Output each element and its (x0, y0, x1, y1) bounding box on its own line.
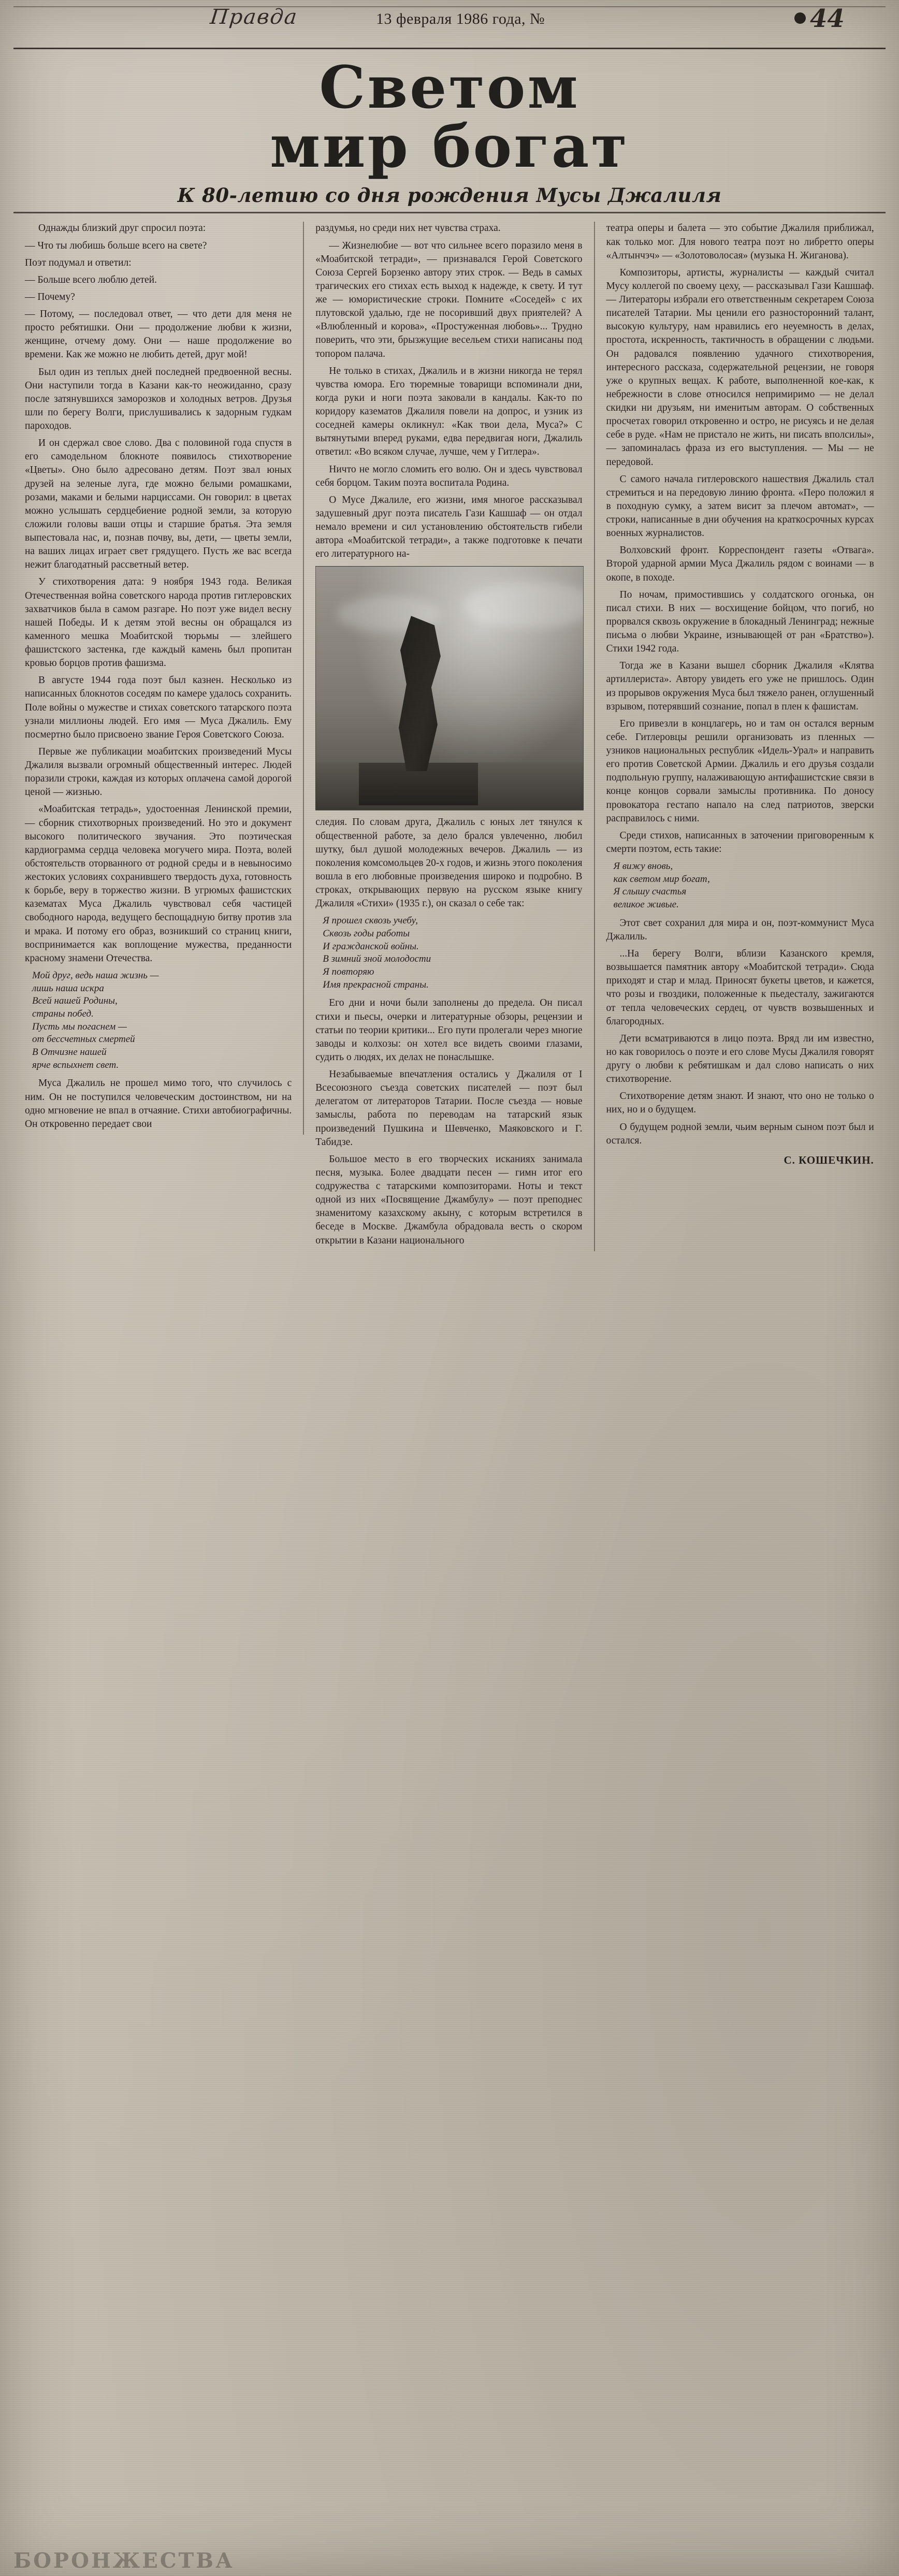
paragraph: раздумья, но среди них нет чувства страха. (315, 223, 501, 234)
verse-line: Я вижу вновь, (613, 861, 673, 872)
paragraph: И он сдержал свое слово. Два с половиной года спустя в его самодельном блокноте появилось стихотворение «Цветы». Оно было адресовано детям. Поэт звал юных друзей на зеленые луга, где можно белыми ромашками, розами, маками и белыми нарциссами. Он говорил: в цветах можно услышать сердцебиение родной земли, за которую сложили головы ваши отцы и старшие братья. Эта земля выпестовала нас, и, познав почву, вы, дети, — цветы земли, на ваших лицах играет свет грядущего. Пусть же вас всегда нежит благодатный рассветный ветер. (25, 438, 292, 571)
masthead-top-rule (13, 6, 886, 7)
article-column-2 (304, 222, 594, 1251)
issue-dot-icon (794, 12, 806, 24)
paragraph: «Моабитская тетрадь», удостоенная Ленинской премии, — сборник стихотворных произведений. Но это и документ высокого политического звучания. Это поэтическая кардиограмма сердца человека могучего мира. Поэта, волей обстоятельств оторванного от родной среды и в невыносимо жестоких условиях сохранившего твердость духа, готовность к борьбе, веру в торжество жизни. В угрюмых фашистских казематах Муса Джалиль чувствовал себя частицей свободного народа, ведущего беспощадную битву против зла и мрака. И потому его образ, возникший со страниц книги, воспринимается как воплощение мужества, преданности красному знамени Отечества. (25, 804, 292, 964)
paragraph: Однажды близкий друг спросил поэта: (38, 223, 206, 234)
verse-line: Я прошел сквозь учебу, (323, 915, 418, 927)
page-title (13, 54, 886, 181)
verse-line: лишь наша искра (32, 982, 104, 994)
paragraph: Первые же публикации моабитских произведений Мусы Джалиля вызвали огромный общественный интерес. Людей поразили строки, каждая из которых оплачена самой дорогой ценой — жизнью. (25, 746, 292, 798)
verse-line: Пусть мы погаснем — (32, 1021, 127, 1032)
paragraph: — Что ты любишь больше всего на свете? (25, 240, 207, 251)
paragraph: Его дни и ночи были заполнены до предела. Он писал стихи и пьесы, очерки и литературные обзоры, рецензии и статьи по теории критики... Его пути пролегали через многие заводы и колхозы: он хотел все видеть своими глазами, судить о людях, их делах не понаслышке. (315, 997, 583, 1063)
paragraph: — Потому, — последовал ответ, — что дети для меня не просто ребятишки. Они — продолжение любви к жизни, женщине, отчему дому. Они — наше продолжение во времени. Как же можно не любить детей, друг мой! (25, 309, 292, 360)
paragraph: следия. По словам друга, Джалиль с юных лет тянулся к общественной работе, за дело брался увлеченно, любил шутку, был душой молодежных вечеров. Джалиль — из поколения комсомольцев 20-х годов, и жизнь этого поколения вошла в его любовные произведения широко и подробно. В строках, открывающих первую на русском языке книгу Джалиля «Стихи» (1935 г.), он сказал о себе так: (315, 817, 583, 909)
verse-line: Имя прекрасной страны. (323, 979, 429, 990)
headline-line-2: мир богат (270, 113, 629, 181)
headline-line-1: Светом (319, 54, 580, 122)
headline-divider (13, 212, 886, 213)
issue-date-line: 13 февраля 1986 года, № (376, 10, 545, 27)
paragraph: Тогда же в Казани вышел сборник Джалиля «Клятва артиллериста». Автору увидеть его уже не пришлось. Один из прорывов окружения Муса был тяжело ранен, оглушенный взрывом, потерявший сознание, попал в плен к фашистам. (606, 660, 874, 712)
footer-partial-text: БОРОНЖЕСТВА (13, 2549, 235, 2573)
verse-block (614, 860, 874, 911)
verse-block (32, 969, 292, 1072)
article-columns (13, 222, 886, 1251)
paper-name: Правда (209, 5, 299, 29)
verse-line: Я повторяю (323, 966, 374, 978)
paragraph: Стихотворение детям знают. И знают, что оно не только о них, но и о будущем. (606, 1091, 874, 1116)
paragraph: По ночам, примостившись у солдатского огонька, он писал стихи. В них — восхищение бойцом, что погиб, но прорвался сквозь окружение в блокадный Ленинград; нежные письма о любви Украине, изнывающей от ран «Братство»). Стихи 1942 года. (606, 589, 874, 655)
paragraph: У стихотворения дата: 9 ноября 1943 года. Великая Отечественная война советского народа против гитлеровских захватчиков была в самом разгаре. Но поэт уже видел весну нашей Победы. И к детям этой весны он обращался из каменного мешка Моабитской тюрьмы — злейшего фашистского застенка, где каждый камень был пропитан кровью борцов против фашизма. (25, 576, 292, 669)
paragraph: ...На берегу Волги, вблизи Казанского кремля, возвышается памятник автору «Моабитской тетради». Сюда приходят и стар и млад. Приносят букеты цветов, и кажется, что розы и гвоздики, положенные к пьедесталу, зажигаются от тепла человеческих сердец, от чувств возвышенных и благородных. (606, 948, 874, 1027)
paragraph: Муса Джалиль не прошел мимо того, что случилось с ним. Он не поступился человеческим достоинством, ни на одно мгновение не впал в отчаяние. Стихи автобиографичны. Он откровенно передает свои (25, 1078, 292, 1130)
verse-line: Сквозь годы работы (323, 928, 410, 939)
paragraph: О Мусе Джалиле, его жизни, имя многое рассказывал задушевный друг поэта писатель Гази Кашшаф — он отдал немало времени и сил установлению обстоятельств гибели автора «Моабитской тетради», а также подготовке к печати его литературного на- (315, 494, 583, 560)
paragraph: — Больше всего люблю детей. (25, 274, 157, 285)
paragraph: Ничто не могло сломить его волю. Он и здесь чувствовал себя борцом. Таким поэта воспитала Родина. (315, 464, 583, 488)
paragraph: Большое место в его творческих исканиях занимала песня, музыка. Более двадцати песен — гимн итог его содружества с татарскими композиторами. Ноты и текст одной из них «Посвящение Джамбулу» — поэт преподнес знаменитому казахскому акыну, с которым встретился в беседе в Москве. Джамбула обрадовала весть о скором открытии в Казани национального (315, 1153, 583, 1246)
verse-line: от бессчетных смертей (32, 1034, 135, 1045)
paragraph: Композиторы, артисты, журналисты — каждый считал Мусу коллегой по своему цеху, — рассказывал Гази Кашшаф. — Литераторы избрали его ответственным секретарем Союза писателей Татарии. Мы ценили его разносторонний талант, высокую культуру, нам нравились его неуемность в делах, простота, искренность, тактичность в обращении с людьми. Он радовался появлению удачного стихотворения, интересного рассказа, содержательной рецензии, не говоря уже о крупных вещах. К работе, выполненной кое-как, к небрежности в слове относился непримиримо — не делал скидки ни друзьям, ни именитым авторам. О собственных просчетах говорил откровенно и остро, не рисуясь и не делая себе в руде. «Нам не пристало не жить, ни писать вполсилы», — запоминалась фраза из его выступления. — Мы — не передовой. (606, 267, 874, 468)
verse-line: Мой друг, ведь наша жизнь — (32, 969, 159, 981)
paragraph: Не только в стихах, Джалиль и в жизни никогда не терял чувства юмора. Его тюремные товарищи вспоминали дни, когда руки и ноги поэта заковали в кандалы. Как-то по коридору казематов Джалиля повели на допрос, и узник из соседней камеры окликнул: «Как твои дела, Муса?» С вытянутыми вперед руками, едва передвигая ноги, Джалиль ответил: «Во всяком случае, лучше, чем у Гитлера». (315, 365, 583, 458)
paragraph: Его привезли в концлагерь, но и там он остался верным себе. Гитлеровцы решили организовать из пленных — узников национальных республик «Идель-Урал» и направить его против Советской Армии. Джалиль и его друзья создали подпольную группу, налаживающую антифашистские связи в конце концов сорвали замыслы противника. По доносу провокатора гестапо напало на след патриотов, зверски расправилось с ними. (606, 718, 874, 824)
photo-grain-overlay (316, 567, 583, 810)
verse-line: Всей нашей Родины, (32, 995, 118, 1007)
subheadline: К 80-летию со дня рождения Мусы Джалиля (177, 184, 722, 207)
paragraph: Дети всматриваются в лицо поэта. Вряд ли им известно, но как говорилось о поэте и его слове Мусы Джалиля говорят другу о любви к ребятишкам и дал слово написать о них стихотворение. (606, 1033, 874, 1085)
paragraph: театра оперы и балета — это событие Джалиля приближал, как только мог. Для нового театра поэт но либретто оперы «Алтынчэч» — «Золотоволосая» (музыка Н. Жиганова). (606, 223, 874, 261)
paragraph: Среди стихов, написанных в заточении приговоренным к смерти поэтом, есть такие: (606, 830, 874, 855)
monument-photo (315, 566, 583, 811)
paragraph: Этот свет сохранил для мира и он, поэт-коммунист Муса Джалиль. (606, 917, 874, 942)
paragraph: Волховский фронт. Корреспондент газеты «Отвага». Второй ударной армии Муса Джалиль рядом с воинами — в окопе, в походе. (606, 545, 874, 583)
verse-line: как светом мир богат, (613, 873, 710, 885)
article-column-1 (13, 222, 304, 1135)
paragraph: — Почему? (25, 291, 75, 302)
paragraph: В августе 1944 года поэт был казнен. Несколько из написанных блокнотов соседям по камере удалось сохранить. Поле войны о мужестве и стихах советского татарского поэта узнали миллионы людей. Его имя — Муса Джалиль. Ему посмертно было присвоено звание Героя Советского Союза. (25, 675, 292, 740)
verse-line: И гражданской войны. (323, 940, 419, 952)
verse-line: В Отчизне нашей (32, 1047, 107, 1058)
verse-block (323, 915, 582, 991)
verse-line: великое живые. (613, 899, 679, 910)
masthead (13, 3, 886, 49)
paragraph: С самого начала гитлеровского нашествия Джалиль стал стремиться и на передовую линию фронта. «Перо положил я в походную сумку, а затем висит за плечом автомат», — строки, написанные в дни обучения на краткосрочных курсах военных журналистов. (606, 473, 874, 539)
issue-number: 44 (810, 4, 845, 33)
paragraph: Был один из теплых дней последней предвоенной весны. Они наступили тогда в Казани как-то неожиданно, сразу после затянувшихся заморозков и холодных ветров. Друзья шли по берегу Волги, прислушивались к задорным гудкам пароходов. (25, 366, 292, 432)
paragraph: — Жизнелюбие — вот что сильнее всего поразило меня в «Моабитской тетради», — признавался Герой Советского Союза Сергей Борзенко автору этих строк. — Ведь в самых трагических его стихах есть выход к надежде, к свету. И тут же — юмористические строки. Помните «Соседей» с их плутовской удалью, где не посоривший двух приятелей? А «Влюбленный и корова», «Простуженная любовь»... Трудно поверить, что эти, брызжущие весельем стихи написаны под топором палача. (315, 240, 583, 359)
verse-line: Я слышу счастья (613, 886, 687, 898)
verse-line: В зимний зной молодости (323, 953, 431, 965)
article-column-3 (595, 222, 886, 1167)
paragraph: Незабываемые впечатления остались у Джалиля от I Всесоюзного съезда советских писателей — поэт был делегатом от литераторов Татарии. После съезда — новые замыслы, работа по переводам на татарский язык произведений Пушкина и Шевченко, Маяковского и Г. Табидзе. (315, 1069, 583, 1148)
paragraph: О будущем родной земли, чьим верным сыном поэт был и остался. (606, 1121, 874, 1146)
verse-line: ярче вспыхнет свет. (32, 1059, 119, 1070)
verse-line: страны побед. (32, 1008, 94, 1020)
author-signature: С. КОШЕЧКИН. (784, 1153, 874, 1166)
paragraph: Поэт подумал и ответил: (25, 257, 132, 268)
